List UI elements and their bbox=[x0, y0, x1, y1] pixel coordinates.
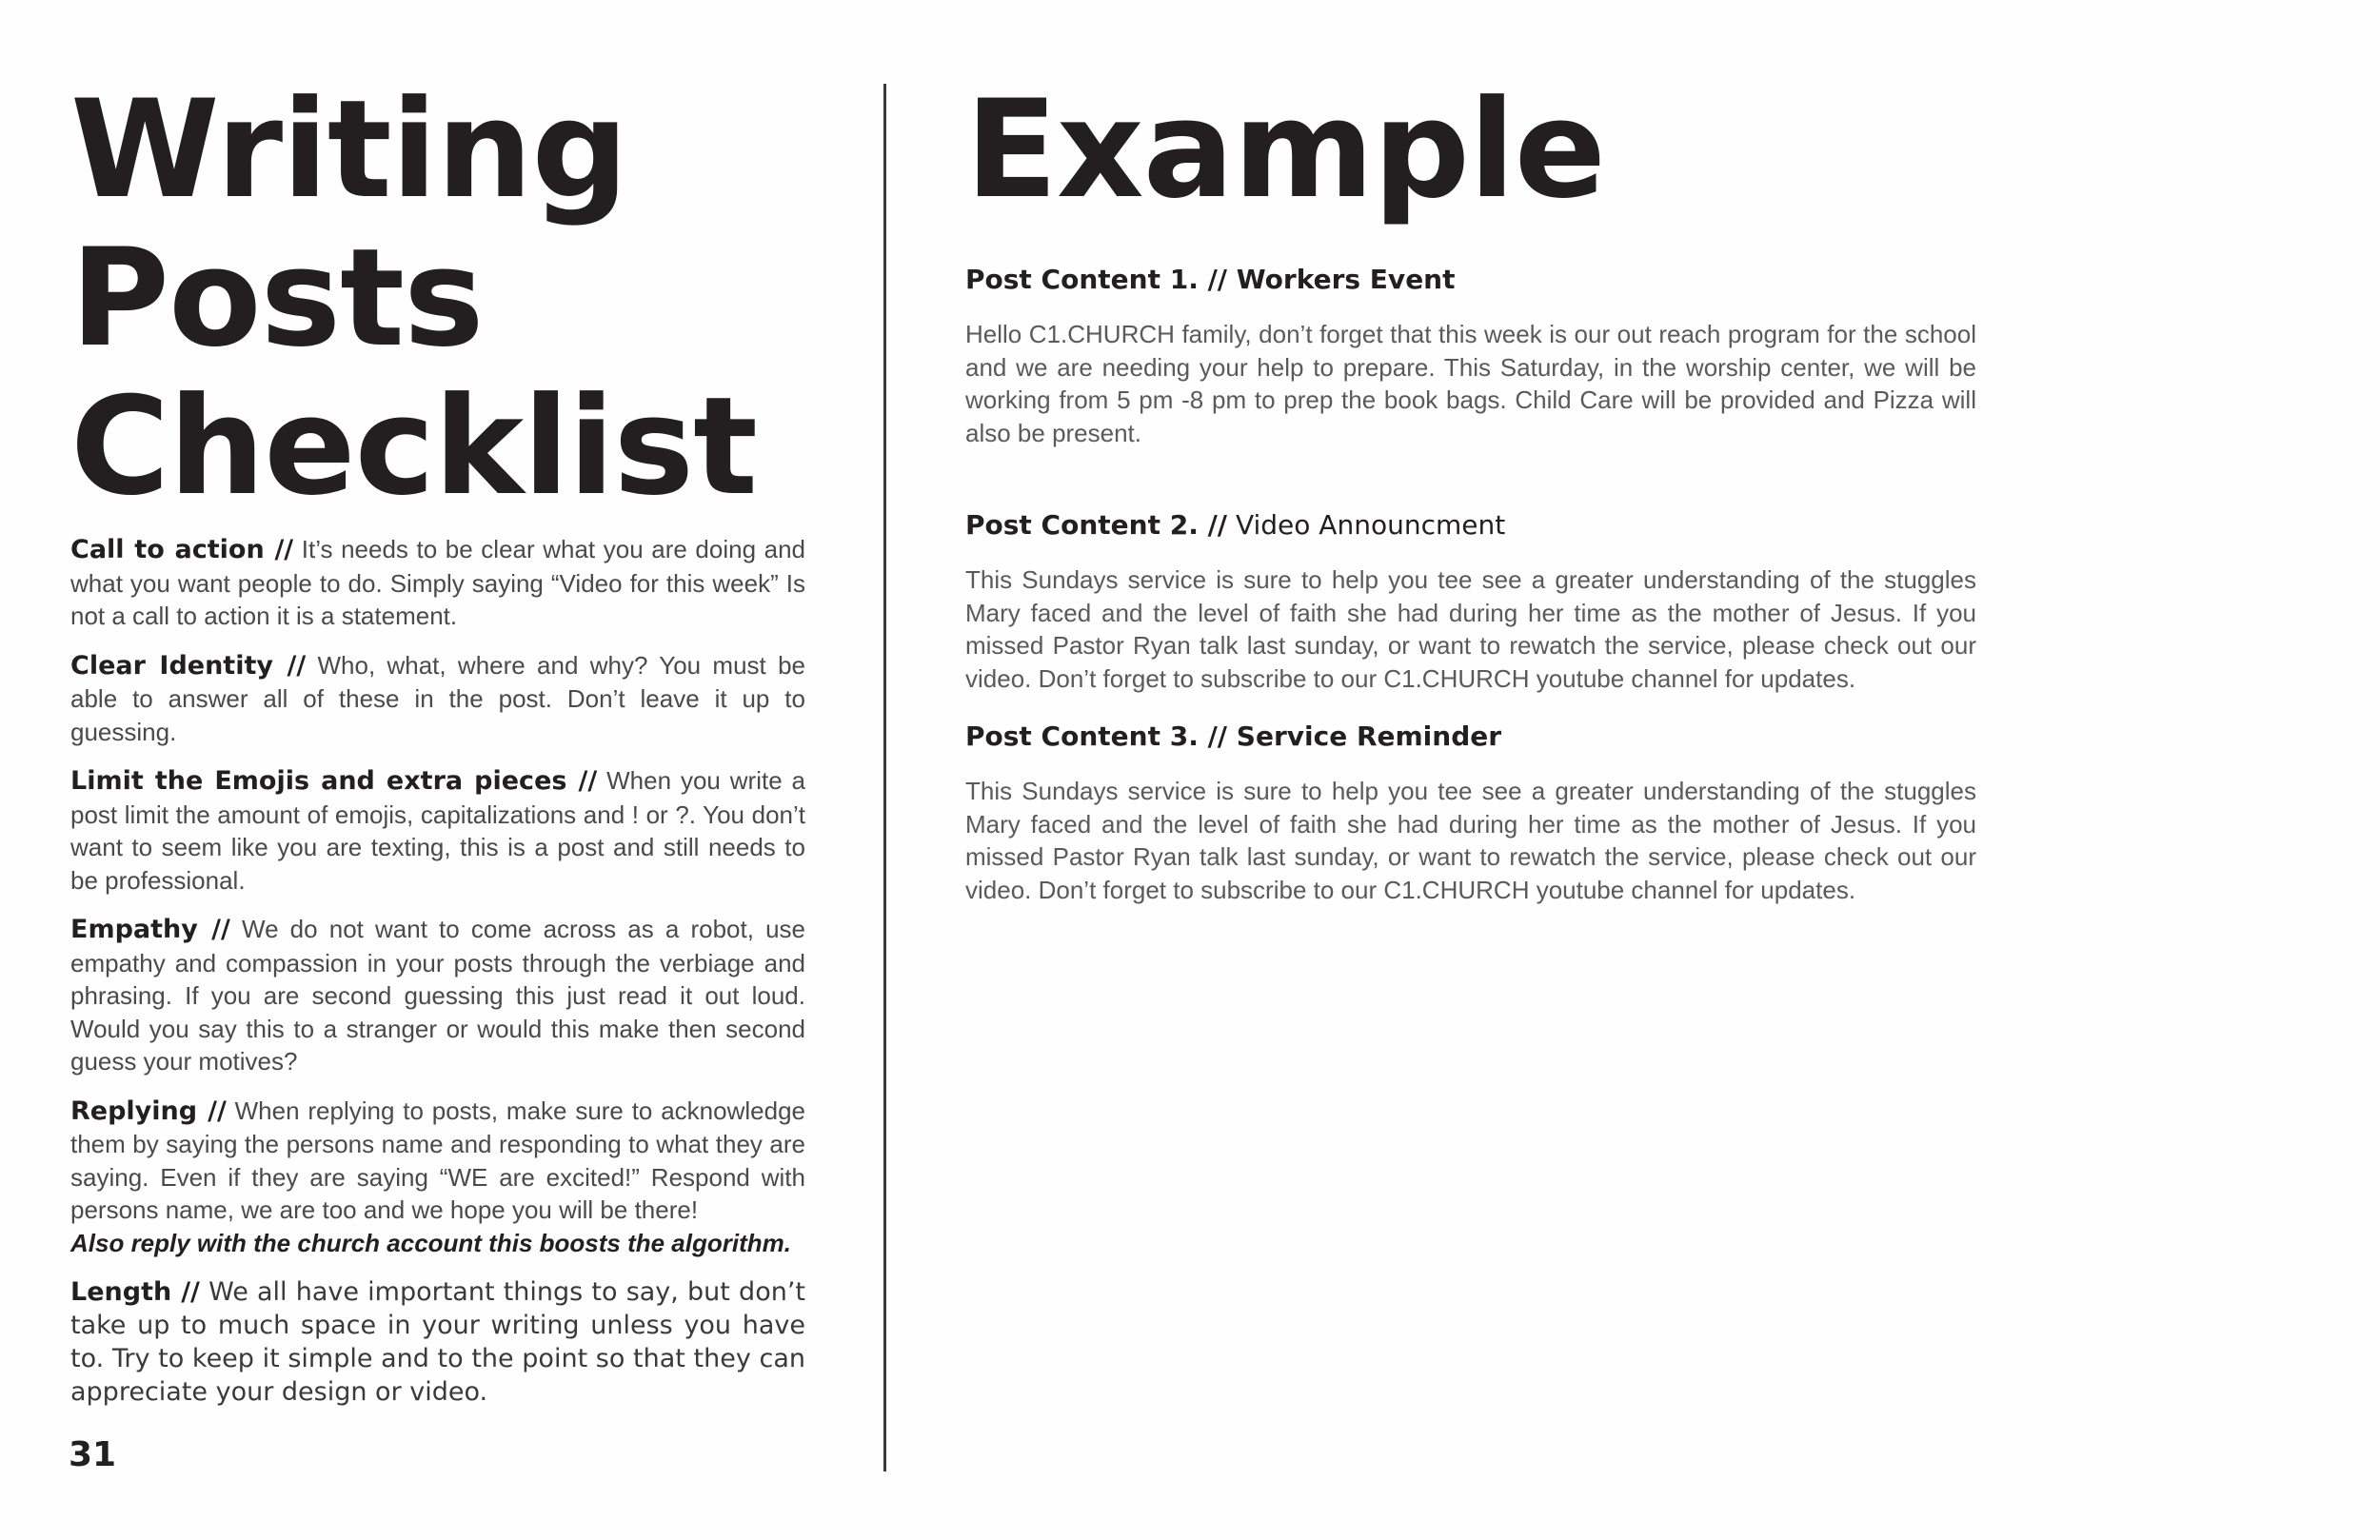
item-text: We all have important things to say, but don’t take up to much space in your writing unless you have to. Try to keep it simple and to the point so that they can appreciate your design or video. bbox=[70, 1277, 805, 1407]
item-text: Who, what, where and why? You must be able to answer all of these in the post. Don’t leave it up to guessing. bbox=[70, 650, 805, 746]
checklist-item-call-to-action bbox=[70, 533, 805, 633]
post-heading bbox=[965, 263, 1976, 297]
checklist-item-length bbox=[70, 1275, 805, 1409]
post-body: This Sundays service is sure to help you tee see a greater understanding of the stuggles Mary faced and the level of faith she had during her time as the mother of Jesus. If you missed Pastor Ryan talk last sunday, or want to rewatch the service, please check out our video. Don’t forget to subscribe to our C1.CHURCH youtube channel for updates. bbox=[965, 565, 1976, 693]
checklist bbox=[70, 533, 805, 1409]
post-name: Service Reminder bbox=[1227, 721, 1502, 752]
checklist-item-replying bbox=[70, 1095, 805, 1260]
title-line: Posts bbox=[70, 220, 484, 377]
checklist-item-limit-emojis bbox=[70, 764, 805, 897]
post-body: This Sundays service is sure to help you tee see a greater understanding of the stuggles Mary faced and the level of faith she had during her time as the mother of Jesus. If you missed Pastor Ryan talk last sunday, or want to rewatch the service, please check out our video. Don’t forget to subscribe to our C1.CHURCH youtube channel for updates. bbox=[965, 777, 1976, 904]
post-label: Post Content 2. // bbox=[965, 509, 1228, 541]
item-heading: Limit the Emojis and extra pieces // bbox=[70, 766, 598, 796]
item-heading: Call to action // bbox=[70, 535, 294, 564]
post-heading bbox=[965, 720, 1976, 754]
example-post bbox=[965, 263, 1976, 449]
page-number: 31 bbox=[69, 1435, 117, 1474]
item-text: When replying to posts, make sure to acknowledge them by saying the persons name and responding to what they are saying. Even if they are saying “WE are excited!” Respond with persons name, we are too and we hope you will be there! bbox=[70, 1096, 805, 1224]
post-name: Video Announcment bbox=[1227, 509, 1506, 541]
item-text: When you write a post limit the amount of emojis, capitalizations and ! or ?. You don’t want to seem like you are texting, this is a post and still needs to be professional. bbox=[70, 766, 806, 895]
post-body: Hello C1.CHURCH family, don’t forget that this week is our out reach program for the school and we are needing your help to prepare. This Saturday, in the worship center, we will be working from 5 pm -8 pm to prep the book bags. Child Care will be provided and Pizza will also be present. bbox=[965, 320, 1976, 447]
example-post bbox=[965, 720, 1976, 906]
example-column bbox=[965, 71, 1976, 931]
checklist-item-empathy bbox=[70, 913, 805, 1078]
title-line: Checklist bbox=[70, 368, 757, 525]
title-line: Writing bbox=[70, 71, 628, 228]
post-heading bbox=[965, 508, 1976, 543]
item-heading: Length // bbox=[70, 1277, 200, 1307]
item-text: It’s needs to be clear what you are doing and what you want people to do. Simply saying “Video for this week” Is not a call to action it is a statement. bbox=[70, 535, 805, 630]
item-heading: Clear Identity // bbox=[70, 650, 307, 681]
post-label: Post Content 3. // bbox=[965, 721, 1228, 752]
item-emphasis: Also reply with the church account this boosts the algorithm. bbox=[70, 1228, 791, 1257]
post-label: Post Content 1. // bbox=[965, 264, 1228, 295]
item-heading: Empathy // bbox=[70, 915, 230, 944]
item-text: We do not want to come across as a robot, use empathy and compassion in your posts through the verbiage and phrasing. If you are second guessing this just read it out loud. Would you say this to a stranger or would this make then second guess your motives? bbox=[70, 915, 805, 1076]
column-divider bbox=[883, 84, 886, 1471]
checklist-item-clear-identity bbox=[70, 649, 805, 749]
post-name: Workers Event bbox=[1227, 264, 1456, 295]
checklist-title bbox=[70, 71, 805, 525]
checklist-column bbox=[70, 71, 806, 1425]
example-title: Example bbox=[965, 71, 1606, 228]
item-heading: Replying // bbox=[70, 1096, 227, 1126]
example-post bbox=[965, 508, 1976, 695]
